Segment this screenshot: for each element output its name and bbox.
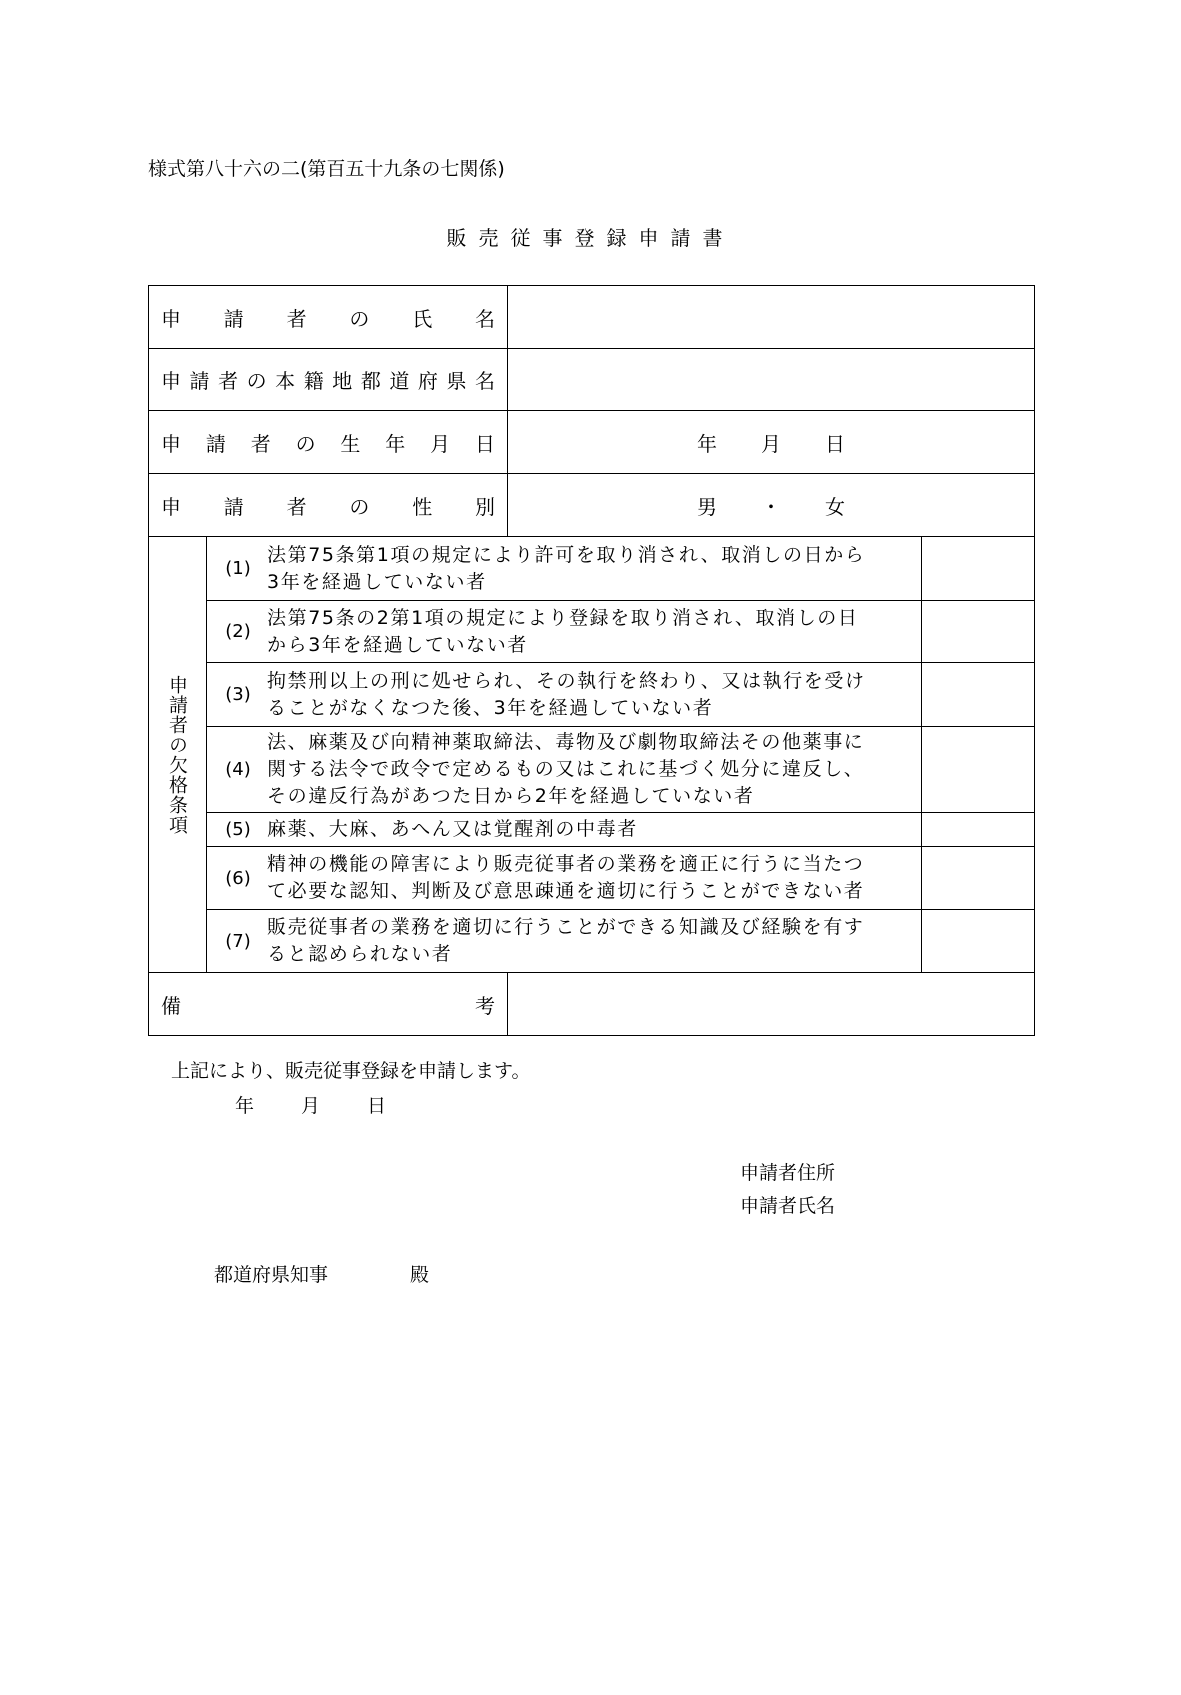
name-label: 申請者の氏名 bbox=[149, 286, 508, 349]
disqualification-check-field[interactable] bbox=[922, 847, 1035, 910]
remarks-field[interactable] bbox=[508, 973, 1035, 1036]
sex-option-female[interactable]: 女 bbox=[825, 494, 845, 519]
item-number: (6) bbox=[225, 867, 251, 889]
item-text-line: 関する法令で政令で定めるもの又はこれに基づく処分に違反し、 bbox=[267, 758, 865, 780]
remarks-label bbox=[149, 973, 508, 1036]
sex-row bbox=[149, 474, 1035, 537]
disqualification-check-field[interactable] bbox=[922, 910, 1035, 973]
disqualification-row bbox=[149, 537, 1035, 601]
disqualification-check-field[interactable] bbox=[922, 537, 1035, 601]
disqualification-item bbox=[207, 601, 922, 663]
item-text-line: 法第75条の2第1項の規定により登録を取り消され、取消しの日 bbox=[267, 606, 859, 629]
birthdate-field[interactable] bbox=[508, 411, 1035, 474]
disqualification-item bbox=[207, 663, 922, 727]
disqualification-row bbox=[149, 727, 1035, 813]
application-statement: 上記により、販売従事登録を申請します。 bbox=[171, 1060, 531, 1082]
disqualification-item bbox=[207, 813, 922, 847]
item-text-line: 麻薬、大麻、あへん又は覚醒剤の中毒者 bbox=[267, 818, 638, 840]
document-title: 販売従事登録申請書 bbox=[446, 226, 735, 250]
item-text-line: 販売従事者の業務を適切に行うことができる知識及び経験を有す bbox=[267, 916, 865, 938]
remarks-label-right: 考 bbox=[475, 993, 495, 1018]
remarks-row bbox=[149, 973, 1035, 1036]
disqualification-check-field[interactable] bbox=[922, 727, 1035, 813]
sex-option-male[interactable]: 男 bbox=[697, 494, 717, 519]
disqualification-check-field[interactable] bbox=[922, 601, 1035, 663]
disqualification-item bbox=[207, 910, 922, 973]
application-date-day: 日 bbox=[367, 1095, 387, 1117]
honorific: 殿 bbox=[410, 1264, 430, 1286]
name-row bbox=[149, 286, 1035, 349]
item-text bbox=[267, 851, 864, 905]
form-number: 様式第八十六の二(第百五十九条の七関係) bbox=[148, 158, 505, 180]
month-unit: 月 bbox=[761, 431, 781, 456]
item-number: (7) bbox=[225, 930, 251, 952]
disqualification-item bbox=[207, 727, 922, 813]
sex-label: 申請者の性別 bbox=[149, 474, 508, 537]
item-number: (2) bbox=[225, 621, 251, 642]
disqualification-heading: 申請者の欠格条項 bbox=[166, 674, 188, 835]
application-date-month: 月 bbox=[301, 1095, 321, 1117]
day-unit: 日 bbox=[825, 431, 845, 456]
item-text bbox=[267, 605, 859, 659]
birthdate-row bbox=[149, 411, 1035, 474]
remarks-label-left: 備 bbox=[161, 993, 181, 1018]
disqualification-row bbox=[149, 601, 1035, 663]
item-text-line: ることがなくなつた後、3年を経過していない者 bbox=[267, 696, 714, 719]
disqualification-row bbox=[149, 663, 1035, 727]
domicile-field[interactable] bbox=[508, 349, 1035, 411]
item-number: (4) bbox=[225, 759, 251, 780]
item-text-line: て必要な認知、判断及び意思疎通を適切に行うことができない者 bbox=[267, 880, 865, 902]
item-text-line: 法第75条第1項の規定により許可を取り消され、取消しの日から bbox=[267, 543, 866, 566]
year-unit: 年 bbox=[697, 431, 717, 456]
applicant-address-label: 申請者住所 bbox=[740, 1162, 836, 1184]
item-text-line: 法、麻薬及び向精神薬取締法、毒物及び劇物取締法その他薬事に bbox=[267, 731, 865, 753]
item-text-line: 3年を経過していない者 bbox=[267, 570, 487, 593]
item-text bbox=[267, 729, 864, 810]
name-field[interactable] bbox=[508, 286, 1035, 349]
sex-field[interactable] bbox=[508, 474, 1035, 537]
disqualification-check-field[interactable] bbox=[922, 663, 1035, 727]
item-text bbox=[267, 668, 866, 722]
item-text-line: その違反行為があつた日から2年を経過していない者 bbox=[267, 785, 755, 807]
domicile-row bbox=[149, 349, 1035, 411]
sex-separator: ・ bbox=[761, 494, 781, 519]
item-number: (3) bbox=[225, 684, 251, 705]
item-text-line: 拘禁刑以上の刑に処せられ、その執行を終わり、又は執行を受け bbox=[267, 669, 866, 692]
disqualification-row bbox=[149, 910, 1035, 973]
disqualification-heading-cell bbox=[149, 537, 207, 973]
disqualification-item bbox=[207, 537, 922, 601]
disqualification-row bbox=[149, 847, 1035, 910]
item-number: (1) bbox=[225, 558, 251, 579]
application-date-year: 年 bbox=[235, 1095, 255, 1117]
applicant-name-label: 申請者氏名 bbox=[740, 1195, 836, 1217]
item-text-line: から3年を経過していない者 bbox=[267, 633, 528, 656]
item-number: (5) bbox=[225, 819, 251, 840]
application-form-table bbox=[148, 285, 1035, 1036]
item-text bbox=[267, 914, 864, 968]
item-text-line: ると認められない者 bbox=[267, 943, 453, 965]
item-text-line: 精神の機能の障害により販売従事者の業務を適正に行うに当たつ bbox=[267, 853, 865, 875]
item-text bbox=[267, 542, 865, 596]
disqualification-row bbox=[149, 813, 1035, 847]
birthdate-label: 申請者の生年月日 bbox=[149, 411, 508, 474]
item-text bbox=[267, 816, 638, 843]
domicile-label: 申請者の本籍地都道府県名 bbox=[149, 349, 508, 411]
disqualification-item bbox=[207, 847, 922, 910]
addressee: 都道府県知事 bbox=[214, 1264, 329, 1286]
disqualification-check-field[interactable] bbox=[922, 813, 1035, 847]
